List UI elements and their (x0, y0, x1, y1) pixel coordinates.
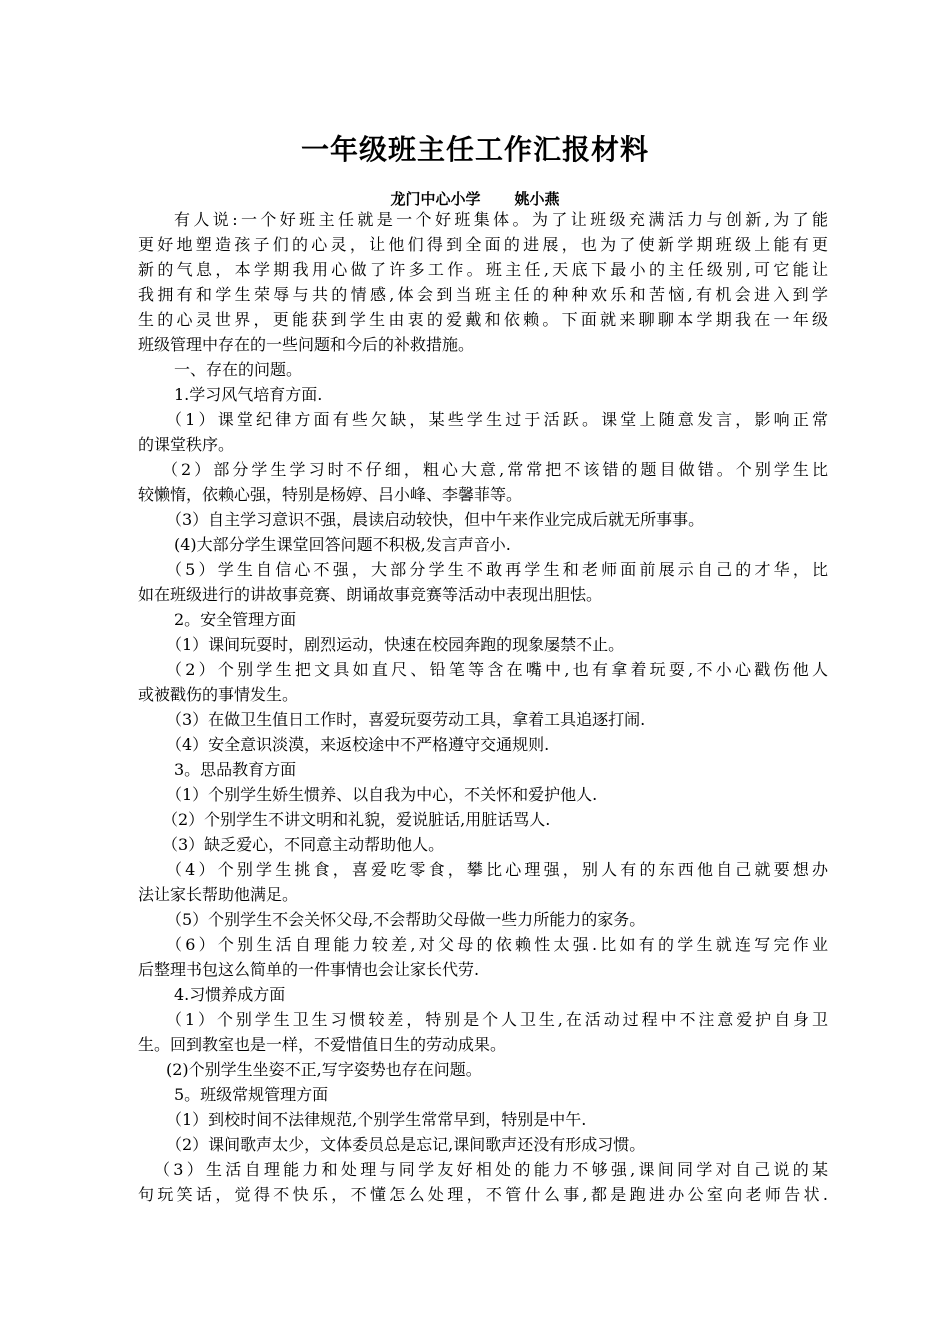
body-line: （6）个别生活自理能力较差,对父母的依赖性太强.比如有的学生就连写完作业 (166, 935, 828, 954)
body-line: （2）部分学生学习时不仔细，粗心大意,常常把不该错的题目做错。个别学生比 (162, 460, 828, 479)
body-line: （5）个别学生不会关怀父母,不会帮助父母做一些力所能力的家务。 (166, 910, 646, 929)
body-line: （1）课间玩耍时，剧烈运动，快速在校园奔跑的现象屡禁不止。 (166, 635, 625, 654)
body-line: 新的气息，本学期我用心做了许多工作。班主任,天底下最小的主任级别,可它能让 (138, 260, 828, 279)
body-line: 句玩笑话，觉得不快乐，不懂怎么处理，不管什么事,都是跑进办公室向老师告状. (138, 1185, 828, 1204)
body-line: 5。班级常规管理方面 (174, 1085, 329, 1104)
body-line: （5）学生自信心不强，大部分学生不敢再学生和老师面前展示自己的才华，比 (166, 560, 828, 579)
body-line: 1.学习风气培育方面. (174, 385, 323, 404)
body-line: 生。回到教室也是一样，不爱惜值日生的劳动成果。 (138, 1035, 507, 1054)
document-title: 一年级班主任工作汇报材料 (300, 133, 649, 166)
body-line: （3）自主学习意识不强，晨读启动较快，但中午来作业完成后就无所事事。 (166, 510, 705, 529)
author-name: 姚小燕 (514, 190, 560, 208)
body-line: 班级管理中存在的一些问题和今后的补救措施。 (138, 335, 475, 354)
body-line: （2）个别学生不讲文明和礼貌，爱说脏话,用脏话骂人. (162, 810, 551, 829)
body-line: 或被戳伤的事情发生。 (138, 685, 299, 704)
body-line: 如在班级进行的讲故事竞赛、朗诵故事竞赛等活动中表现出胆怯。 (138, 585, 603, 604)
body-line: （3）生活自理能力和处理与同学友好相处的能力不够强,课间同学对自己说的某 (154, 1160, 828, 1179)
body-line: （4）个别学生挑食，喜爱吃零食，攀比心理强，别人有的东西他自己就要想办 (166, 860, 828, 879)
body-line: （1）课堂纪律方面有些欠缺，某些学生过于活跃。课堂上随意发言，影响正常 (166, 410, 828, 429)
school-name: 龙门中心小学 (390, 190, 481, 208)
body-line: （2）个别学生把文具如直尺、铅笔等含在嘴中,也有拿着玩耍,不小心戳伤他人 (166, 660, 828, 679)
body-line: 4.习惯养成方面 (174, 985, 286, 1004)
body-line: 有人说:一个好班主任就是一个好班集体。为了让班级充满活力与创新,为了能 (174, 210, 828, 229)
body-line: (4)大部分学生课堂回答问题不积极,发言声音小. (174, 535, 511, 554)
body-line: 较懒惰，依赖心强，特别是杨婷、吕小峰、李馨菲等。 (138, 485, 523, 504)
body-line: （1）个别学生娇生惯养、以自我为中心，不关怀和爱护他人. (166, 785, 598, 804)
body-line: （3）在做卫生值日工作时，喜爱玩耍劳动工具，拿着工具追逐打闹. (166, 710, 646, 729)
byline (0, 188, 950, 209)
body-line: 后整理书包这么简单的一件事情也会让家长代劳. (138, 960, 480, 979)
body-line: （1）个别学生卫生习惯较差，特别是个人卫生,在活动过程中不注意爱护自身卫 (166, 1010, 828, 1029)
body-line: 法让家长帮助他满足。 (138, 885, 299, 904)
body-line: 一、存在的问题。 (174, 360, 303, 379)
body-line: 生的心灵世界，更能获到学生由衷的爱戴和依赖。下面就来聊聊本学期我在一年级 (138, 310, 828, 329)
body-line: 更好地塑造孩子们的心灵，让他们得到全面的进展，也为了使新学期班级上能有更 (138, 235, 828, 254)
body-line: 的课堂秩序。 (138, 435, 235, 454)
body-line: （2）课间歌声太少，文体委员总是忘记,课间歌声还没有形成习惯。 (166, 1135, 646, 1154)
body-line: （3）缺乏爱心，不同意主动帮助他人。 (162, 835, 445, 854)
body-line: (2)个别学生坐姿不正,写字姿势也存在问题。 (166, 1060, 482, 1079)
body-line: 2。安全管理方面 (174, 610, 297, 629)
body-line: （4）安全意识淡漠，来返校途中不严格遵守交通规则. (166, 735, 550, 754)
body-line: 我拥有和学生荣辱与共的情感,体会到当班主任的种种欢乐和苦恼,有机会进入到学 (138, 285, 828, 304)
body-line: 3。思品教育方面 (174, 760, 297, 779)
body-line: （1）到校时间不法律规范,个别学生常常早到，特别是中午. (166, 1110, 587, 1129)
